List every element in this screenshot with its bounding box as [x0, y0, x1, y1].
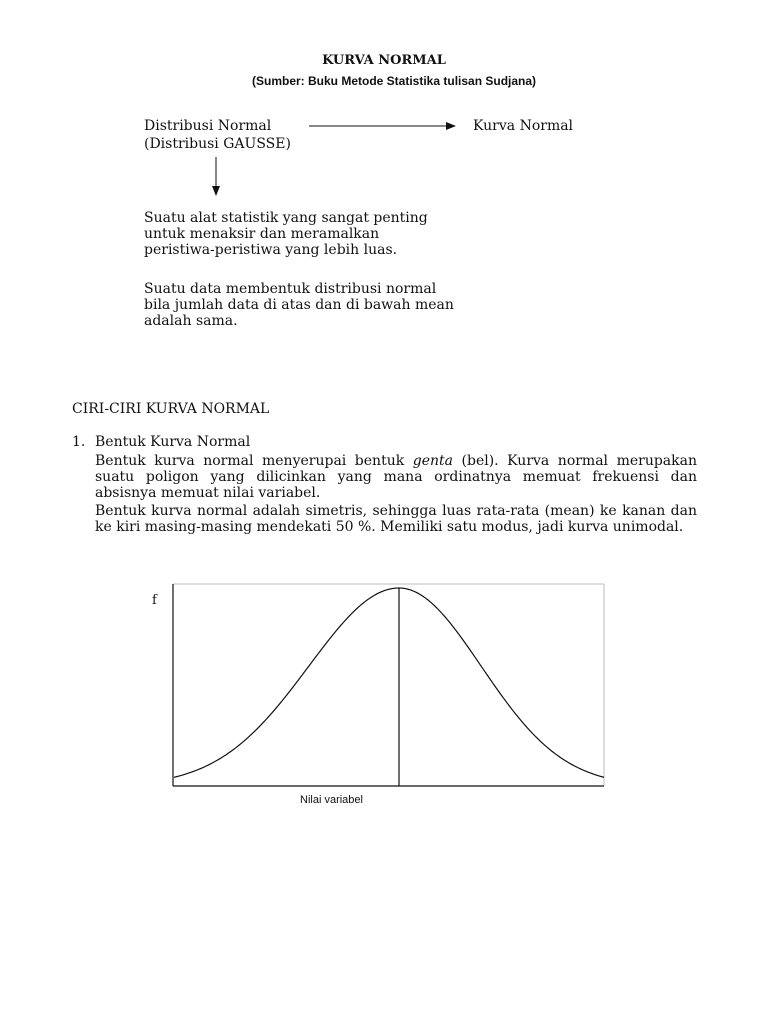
text-run: Bentuk kurva normal menyerupai bentuk — [95, 453, 413, 469]
text-line: Suatu data membentuk distribusi normal — [144, 281, 437, 297]
x-axis-label: Nilai variabel — [300, 794, 363, 806]
text-line: peristiwa-peristiwa yang lebih luas. — [144, 242, 398, 258]
definition-paragraph-1 — [144, 210, 428, 258]
source-note: (Sumber: Buku Metode Statistika tulisan Sudjana) — [252, 74, 537, 88]
section-heading: CIRI-CIRI KURVA NORMAL — [72, 401, 270, 417]
right-arrow — [309, 122, 456, 130]
text-run: (bel). Kurva normal merupakan suatu poligon yang dilicinkan yang mana ordinatnya memuat frekuensi dan absisnya memuat nilai variabel. — [95, 453, 697, 501]
normal-curve — [174, 588, 604, 777]
paragraph-genta — [95, 453, 697, 501]
list-item-title: Bentuk Kurva Normal — [95, 434, 251, 450]
list-item-number: 1. — [72, 434, 86, 450]
page-title: KURVA NORMAL — [322, 53, 446, 68]
text-line: bila jumlah data di atas dan di bawah mean — [144, 297, 454, 313]
text-line: untuk menaksir dan meramalkan — [144, 226, 380, 242]
text-line: adalah sama. — [144, 313, 238, 329]
text-line: Suatu alat statistik yang sangat penting — [144, 210, 428, 226]
definition-paragraph-2 — [144, 281, 454, 329]
italic-term: genta — [412, 453, 453, 469]
flow-left-line1: Distribusi Normal — [144, 118, 272, 134]
flow-left-line2: (Distribusi GAUSSE) — [144, 136, 291, 152]
paragraph-symmetry: Bentuk kurva normal adalah simetris, sehingga luas rata-rata (mean) ke kanan dan ke kiri masing-masing mendekati 50 %. Memiliki satu modus, jadi kurva unimodal. — [95, 503, 697, 535]
flow-right-label: Kurva Normal — [473, 118, 574, 134]
y-axis-label: f — [152, 593, 157, 608]
down-arrow — [212, 157, 220, 196]
